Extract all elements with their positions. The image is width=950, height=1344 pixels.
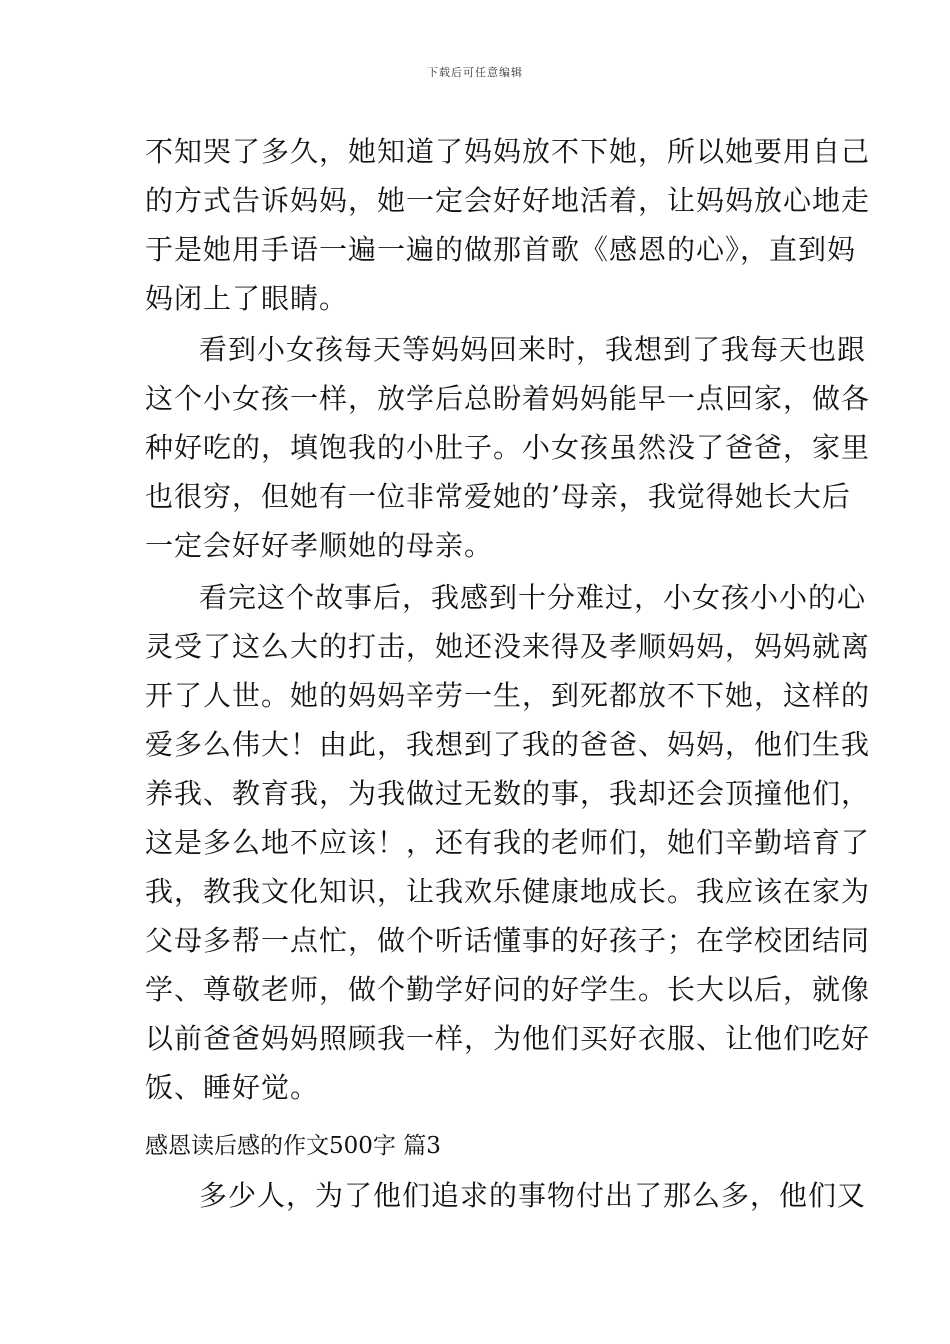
section-heading: 感恩读后感的作文500字 篇3 <box>145 1133 441 1159</box>
paragraph-2-line-1: 看到小女孩每天等妈妈回来时，我想到了我每天也跟 <box>199 333 867 366</box>
paragraph-3-line-2: 灵受了这么大的打击，她还没来得及孝顺妈妈，妈妈就离 <box>145 630 871 663</box>
paragraph-3-line-10: 以前爸爸妈妈照顾我一样，为他们买好衣服、让他们吃好 <box>145 1022 871 1055</box>
paragraph-3-line-9: 学、尊敬老师，做个勤学好问的好学生。长大以后，就像 <box>145 973 871 1006</box>
paragraph-4-line-1: 多少人，为了他们追求的事物付出了那么多，他们又 <box>199 1179 867 1212</box>
paragraph-3-line-6: 这是多么地不应该！，还有我的老师们，她们辛勤培育了 <box>145 826 871 859</box>
paragraph-1-line-2: 的方式告诉妈妈，她一定会好好地活着，让妈妈放心地走 <box>145 184 871 217</box>
paragraph-2-line-2: 这个小女孩一样，放学后总盼着妈妈能早一点回家，做各 <box>145 382 871 415</box>
paragraph-2-line-3: 种好吃的，填饱我的小肚子。小女孩虽然没了爸爸，家里 <box>145 431 871 464</box>
paragraph-3-line-5: 养我、教育我，为我做过无数的事，我却还会顶撞他们， <box>145 777 871 810</box>
paragraph-3-line-8: 父母多帮一点忙，做个听话懂事的好孩子；在学校团结同 <box>145 924 871 957</box>
paragraph-3-line-7: 我，教我文化知识，让我欢乐健康地成长。我应该在家为 <box>145 875 871 908</box>
paragraph-2-line-5: 一定会好好孝顺她的母亲。 <box>145 529 494 562</box>
paragraph-1-line-4: 妈闭上了眼睛。 <box>145 282 349 315</box>
paragraph-3-line-1: 看完这个故事后，我感到十分难过，小女孩小小的心 <box>199 581 867 614</box>
paragraph-3-line-3: 开了人世。她的妈妈辛劳一生，到死都放不下她，这样的 <box>145 679 871 712</box>
paragraph-1-line-1: 不知哭了多久，她知道了妈妈放不下她，所以她要用自己 <box>145 135 871 168</box>
paragraph-2-line-4: 也很穷，但她有一位非常爱她的’母亲，我觉得她长大后 <box>145 480 851 513</box>
paragraph-1-line-3: 于是她用手语一遍一遍的做那首歌《感恩的心》，直到妈 <box>145 233 857 266</box>
paragraph-3-line-4: 爱多么伟大！由此，我想到了我的爸爸、妈妈，他们生我 <box>145 728 871 761</box>
page-header: 下载后可任意编辑 <box>427 66 523 79</box>
paragraph-3-line-11: 饭、睡好觉。 <box>145 1071 320 1104</box>
